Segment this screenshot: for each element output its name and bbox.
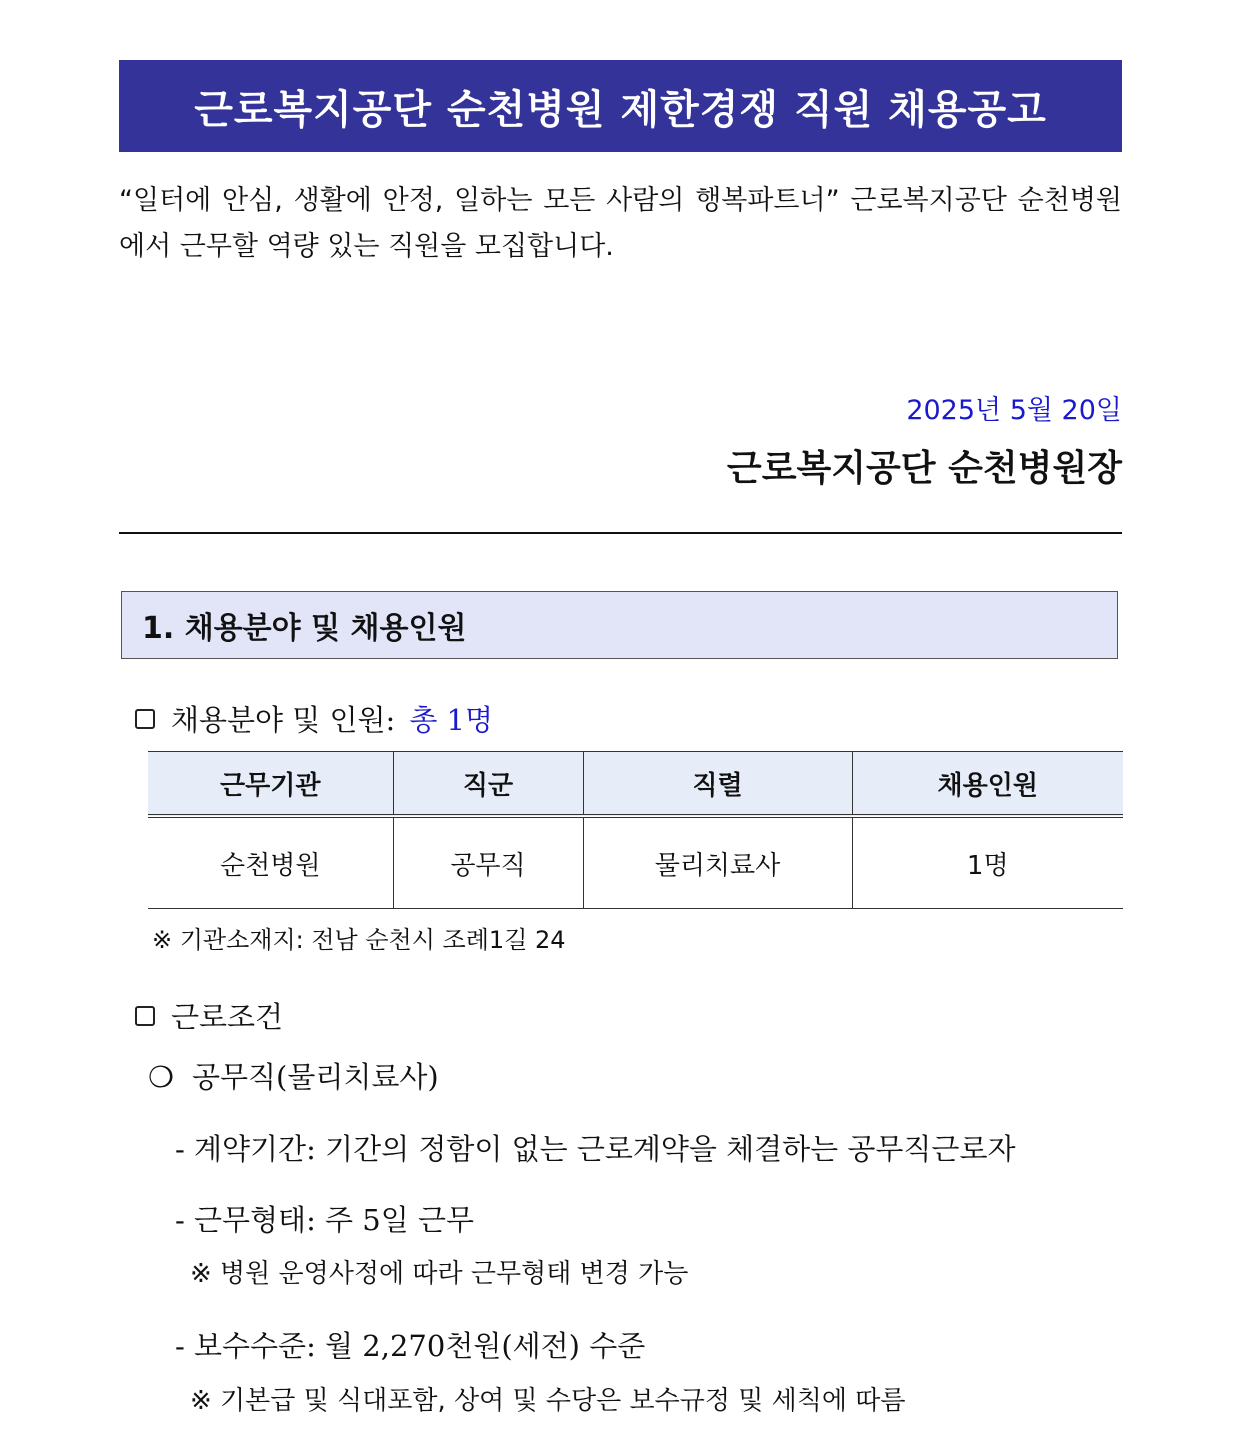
table-cell: 물리치료사: [583, 816, 852, 909]
table-cell: 순천병원: [148, 816, 393, 909]
work-type-note: ※ 병원 운영사정에 따라 근무형태 변경 가능: [190, 1259, 689, 1289]
table-header-cell: 직군: [393, 752, 583, 817]
table-header-cell: 직렬: [583, 752, 852, 817]
conditions-item: [135, 995, 283, 1036]
divider: [119, 532, 1122, 534]
job-title: 공무직(물리치료사): [192, 1060, 439, 1094]
page-title: 근로복지공단 순천병원 제한경쟁 직원 채용공고: [194, 86, 1047, 133]
square-outline-icon: [135, 1006, 155, 1026]
location-note: ※ 기관소재지: 전남 순천시 조례1길 24: [152, 926, 566, 954]
page-title-banner: [119, 60, 1122, 152]
recruit-label: 채용분야 및 인원:: [171, 703, 396, 737]
recruit-total: 총 1명: [409, 703, 494, 737]
job-title-item: [148, 1055, 439, 1096]
pay-note: ※ 기본급 및 식대포함, 상여 및 수당은 보수규정 및 세칙에 따름: [190, 1386, 906, 1416]
work-type-item: - 근무형태: 주 5일 근무: [175, 1203, 475, 1237]
recruit-field-item: [135, 698, 493, 739]
table-cell: 1명: [852, 816, 1123, 909]
table-header-cell: 근무기관: [148, 752, 393, 817]
table-cell: 공무직: [393, 816, 583, 909]
table-row: [148, 816, 1123, 909]
recruit-table: [148, 751, 1123, 909]
section-title: 1. 채용분야 및 채용인원: [142, 611, 467, 646]
table-header-row: [148, 752, 1123, 817]
circle-outline-icon: ❍: [148, 1060, 174, 1094]
table-header-cell: 채용인원: [852, 752, 1123, 817]
conditions-label: 근로조건: [171, 1000, 284, 1034]
intro-paragraph: “일터에 안심, 생활에 안정, 일하는 모든 사람의 행복파트너” 근로복지공단 순천병원에서 근무할 역량 있는 직원을 모집합니다.: [119, 185, 1122, 262]
section-header: [121, 591, 1118, 659]
contract-item: - 계약기간: 기간의 정함이 없는 근로계약을 체결하는 공무직근로자: [175, 1132, 1016, 1166]
issue-date: 2025년 5월 20일: [906, 395, 1122, 426]
issuer-name: 근로복지공단 순천병원장: [726, 448, 1122, 489]
square-outline-icon: [135, 709, 155, 729]
pay-item: - 보수수준: 월 2,270천원(세전) 수준: [175, 1329, 646, 1363]
